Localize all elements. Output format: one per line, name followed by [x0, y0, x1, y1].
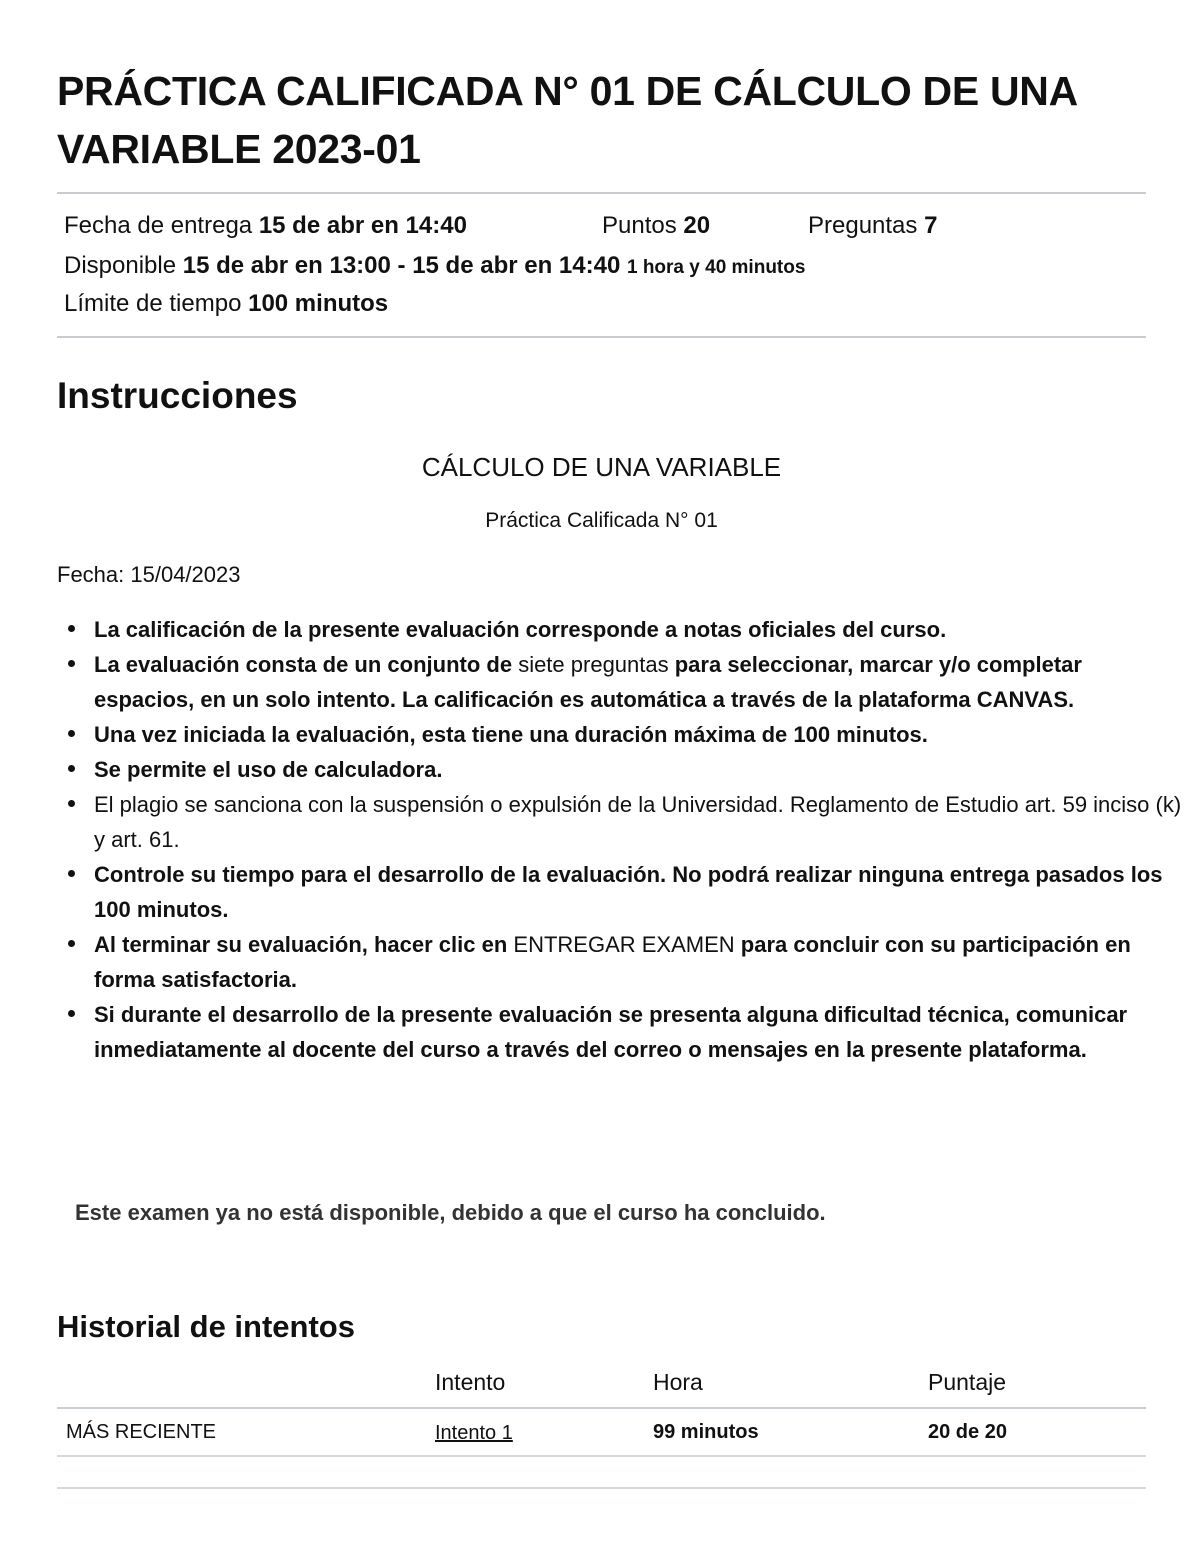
- bullet-dot: [68, 870, 75, 877]
- bullet-dot: [68, 660, 75, 667]
- instruction-item: [94, 717, 1183, 752]
- instruction-text: Controle su tiempo para el desarrollo de la evaluación. No podrá realizar ninguna entrega pasados los 100 minutos.: [94, 862, 1163, 922]
- instruction-item: [94, 647, 1183, 717]
- bullet-dot: [68, 1010, 75, 1017]
- instruction-text: para seleccionar, marcar y/o completar espacios, en un solo intento. La calificación es automática a través de la plataforma CANVAS.: [94, 652, 1082, 712]
- available-duration: 1 hora y 40 minutos: [626, 257, 806, 278]
- unavailable-notice: Este examen ya no está disponible, debido a que el curso ha concluido.: [75, 1200, 826, 1225]
- instruction-text: Al terminar su evaluación, hacer clic en: [94, 932, 514, 957]
- attempt-time: 99 minutos: [653, 1420, 759, 1443]
- time-limit-label: Límite de tiempo: [64, 290, 242, 317]
- bullet-dot: [68, 800, 75, 807]
- course-title: CÁLCULO DE UNA VARIABLE: [421, 452, 782, 482]
- due-label: Fecha de entrega: [64, 212, 253, 239]
- available-label: Disponible: [64, 252, 177, 279]
- instruction-item: [94, 857, 1183, 927]
- bullet-dot: [68, 625, 75, 632]
- exam-date: Fecha: 15/04/2023: [57, 562, 241, 587]
- table-row: [57, 1408, 1146, 1456]
- instruction-item: [94, 927, 1183, 997]
- divider: [57, 336, 1146, 338]
- empty-cell: [57, 1456, 1146, 1488]
- instructions-heading: Instrucciones: [57, 375, 298, 416]
- attempt-history-table: [57, 1369, 1146, 1489]
- instruction-text: El plagio se sanciona con la suspensión o expulsión de la Universidad. Reglamento de Estudio art. 59 inciso (k) y art. 61.: [94, 792, 1182, 852]
- table-row-empty: [57, 1456, 1146, 1488]
- points-meta: [602, 211, 710, 241]
- due-value: 15 de abr en 14:40: [258, 212, 467, 239]
- instruction-text: para concluir con su participación en forma satisfactoria.: [94, 932, 1131, 992]
- attempt-score: 20 de 20: [928, 1420, 1007, 1443]
- attempt-label: MÁS RECIENTE: [66, 1420, 217, 1443]
- bullet-dot: [68, 765, 75, 772]
- available-meta: [64, 251, 805, 283]
- history-heading: Historial de intentos: [57, 1309, 355, 1344]
- points-value: 20: [683, 212, 711, 239]
- instruction-item: [94, 787, 1183, 857]
- instruction-item: [94, 997, 1183, 1067]
- questions-label: Preguntas: [808, 212, 918, 239]
- page-title: PRÁCTICA CALIFICADA N° 01 DE CÁLCULO DE UNA VARIABLE 2023-01: [57, 68, 1077, 172]
- instruction-text: La calificación de la presente evaluación corresponde a notas oficiales del curso.: [94, 617, 947, 642]
- time-limit-value: 100 minutos: [248, 290, 389, 317]
- instruction-text: siete preguntas: [518, 652, 669, 677]
- bullet-dot: [68, 730, 75, 737]
- available-value: 15 de abr en 13:00 - 15 de abr en 14:40: [182, 252, 621, 279]
- column-header-attempt: Intento: [435, 1369, 506, 1395]
- time-limit-meta: [64, 289, 388, 319]
- instruction-text: Una vez iniciada la evaluación, esta tiene una duración máxima de 100 minutos.: [94, 722, 928, 747]
- bullet-dot: [68, 940, 75, 947]
- questions-meta: [808, 211, 937, 241]
- attempt-cell: [435, 1408, 653, 1456]
- column-header-score: Puntaje: [928, 1369, 1007, 1395]
- instruction-text: La evaluación consta de un conjunto de: [94, 652, 519, 677]
- instruction-text: ENTREGAR EXAMEN: [513, 932, 735, 957]
- instruction-text: Se permite el uso de calculadora.: [94, 757, 443, 782]
- instruction-item: [94, 752, 1183, 787]
- divider: [57, 192, 1146, 194]
- attempt-link[interactable]: Intento 1: [435, 1422, 513, 1444]
- table-header-row: [57, 1369, 1146, 1408]
- instructions-list: [57, 612, 1183, 1067]
- column-header: [57, 1369, 435, 1408]
- instruction-text: Si durante el desarrollo de la presente evaluación se presenta alguna dificultad técnica, comunicar inmediatamente al docente del curso a través del correo o mensajes en la presente plataforma.: [94, 1002, 1128, 1062]
- points-label: Puntos: [602, 212, 677, 239]
- column-header-time: Hora: [653, 1369, 703, 1395]
- quiz-meta-row-1: [64, 211, 467, 241]
- exam-subtitle: Práctica Calificada N° 01: [485, 509, 718, 532]
- questions-value: 7: [924, 212, 938, 239]
- instruction-item: [94, 612, 1183, 647]
